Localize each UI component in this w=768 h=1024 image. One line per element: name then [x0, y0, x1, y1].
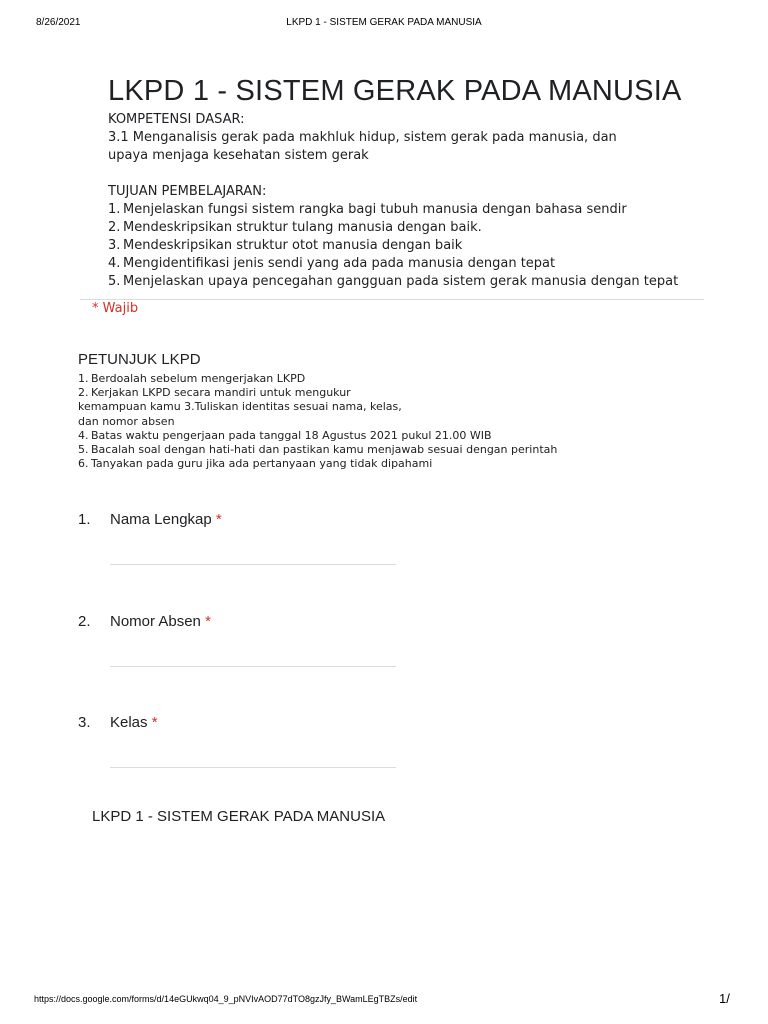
page-number: 1/: [719, 991, 730, 1006]
instruction-text: Berdoalah sebelum mengerjakan LKPD: [91, 372, 306, 385]
print-header-title: LKPD 1 - SISTEM GERAK PADA MANUSIA: [286, 17, 482, 28]
kelas-input[interactable]: [110, 767, 396, 768]
instruction-text: Batas waktu pengerjaan pada tanggal 18 Agustus 2021 pukul 21.00 WIB: [91, 428, 492, 442]
instruction-number: 6.: [78, 457, 89, 471]
objective-number: 4.: [108, 256, 121, 271]
instruction-line: [78, 415, 557, 429]
instruction-number: 1.: [78, 372, 89, 385]
objective-number: 1.: [108, 202, 121, 217]
instruction-line: [78, 372, 557, 386]
question-label: [110, 511, 222, 528]
required-note: * Wajib: [92, 301, 139, 316]
question-label-text: Kelas: [110, 714, 148, 731]
objective-text: Mengidentifikasi jenis sendi yang ada pada manusia dengan tepat: [123, 256, 556, 271]
objective-number: 3.: [108, 238, 121, 253]
required-asterisk: *: [151, 714, 158, 731]
instruction-text: Tanyakan pada guru jika ada pertanyaan yang tidak dipahami: [91, 457, 433, 471]
instruction-number: 2.: [78, 386, 89, 400]
form-description: [108, 111, 678, 291]
objective-item: [108, 255, 678, 273]
competency-line: 3.1 Menganalisis gerak pada makhluk hidup, sistem gerak pada manusia, dan: [108, 130, 617, 145]
objective-item: [108, 219, 678, 237]
question-label-text: Nama Lengkap: [110, 511, 212, 528]
footer-form-title: LKPD 1 - SISTEM GERAK PADA MANUSIA: [92, 808, 386, 825]
objective-text: Menjelaskan fungsi sistem rangka bagi tubuh manusia dengan bahasa sendir: [123, 202, 627, 217]
objective-text: Mendeskripsikan struktur tulang manusia dengan baik.: [123, 220, 482, 235]
print-header: [0, 17, 768, 31]
instruction-number: 4.: [78, 428, 89, 442]
section-description: [78, 372, 557, 471]
competency-line: upaya menjaga kesehatan sistem gerak: [108, 148, 369, 163]
objective-text: Mendeskripsikan struktur otot manusia dengan baik: [123, 238, 463, 253]
nama-lengkap-input[interactable]: [110, 564, 396, 565]
question-kelas: [78, 714, 418, 794]
required-asterisk: *: [215, 511, 222, 528]
header-divider: [80, 299, 704, 300]
instruction-line: [78, 400, 557, 414]
objective-item: [108, 237, 678, 255]
print-url: https://docs.google.com/forms/d/14eGUkwq04_9_pNVIvAOD77dTO8gzJfy_BWamLEgTBZs/edit: [34, 994, 418, 1004]
instruction-text: Kerjakan LKPD secara mandiri untuk mengukur: [91, 386, 351, 400]
section-title: PETUNJUK LKPD: [78, 351, 201, 368]
nomor-absen-input[interactable]: [110, 666, 396, 667]
question-nomor-absen: [78, 613, 418, 693]
objective-item: [108, 273, 678, 291]
form-title: LKPD 1 - SISTEM GERAK PADA MANUSIA: [108, 75, 682, 107]
question-nama-lengkap: [78, 511, 418, 591]
objective-number: 5.: [108, 274, 121, 289]
question-label: [110, 714, 158, 731]
print-footer: [0, 991, 768, 1008]
competency-heading: KOMPETENSI DASAR:: [108, 112, 245, 127]
instruction-text: Bacalah soal dengan hati-hati dan pastikan kamu menjawab sesuai dengan perintah: [91, 443, 558, 457]
objectives-heading: TUJUAN PEMBELAJARAN:: [108, 184, 267, 199]
instruction-line: [78, 457, 557, 471]
objective-text: Menjelaskan upaya pencegahan gangguan pada sistem gerak manusia dengan tepat: [123, 274, 679, 289]
objective-number: 2.: [108, 220, 121, 235]
instruction-text: kemampuan kamu 3.Tuliskan identitas sesuai nama, kelas,: [78, 400, 402, 414]
instruction-text: dan nomor absen: [78, 414, 175, 428]
required-asterisk: *: [205, 613, 211, 630]
instruction-number: 5.: [78, 443, 89, 457]
question-number: 2.: [78, 613, 91, 630]
print-date: 8/26/2021: [36, 17, 81, 28]
instruction-line: [78, 386, 557, 400]
spacer: [108, 165, 678, 183]
question-label-text: Nomor Absen: [110, 613, 201, 630]
question-label: [110, 613, 211, 630]
instruction-line: [78, 429, 557, 443]
instruction-line: [78, 443, 557, 457]
objective-item: [108, 201, 678, 219]
question-number: 1.: [78, 511, 91, 528]
question-number: 3.: [78, 714, 91, 731]
